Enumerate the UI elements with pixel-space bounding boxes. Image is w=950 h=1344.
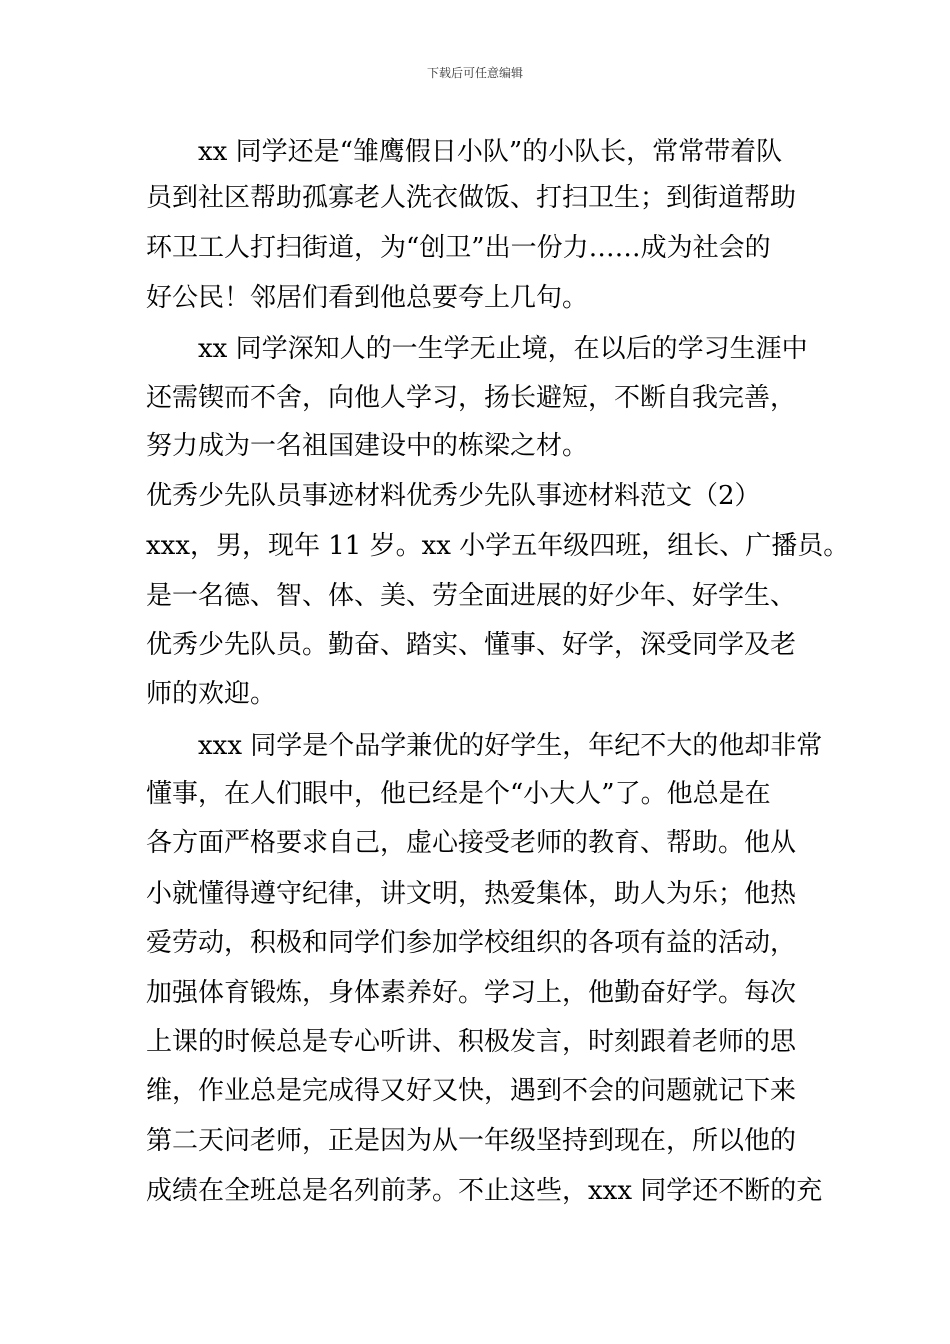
section-title: 优秀少先队员事迹材料优秀少先队事迹材料范文（2） bbox=[146, 481, 761, 511]
text-line: 爱劳动，积极和同学们参加学校组织的各项有益的活动， bbox=[146, 928, 797, 958]
text-line: 成绩在全班总是名列前茅。不止这些，xxx 同学还不断的充 bbox=[146, 1176, 823, 1206]
text-line: xxx，男，现年 11 岁。xx 小学五年级四班，组长、广播员。 bbox=[146, 531, 850, 561]
text-line: 师的欢迎。 bbox=[146, 679, 277, 709]
text-line: 各方面严格要求自己，虚心接受老师的教育、帮助。他从 bbox=[146, 828, 797, 858]
text-line: xxx 同学是个品学兼优的好学生，年纪不大的他却非常 bbox=[198, 731, 823, 761]
text-line: 好公民！邻居们看到他总要夸上几句。 bbox=[146, 283, 589, 313]
text-line: 维，作业总是完成得又好又快，遇到不会的问题就记下来 bbox=[146, 1076, 797, 1106]
text-line: 小就懂得遵守纪律，讲文明，热爱集体，助人为乐；他热 bbox=[146, 879, 797, 909]
text-line: 努力成为一名祖国建设中的栋梁之材。 bbox=[146, 431, 589, 461]
text-line: xx 同学还是“雏鹰假日小队”的小队长，常常带着队 bbox=[198, 137, 783, 167]
text-line: 员到社区帮助孤寡老人洗衣做饭、打扫卫生；到街道帮助 bbox=[146, 183, 797, 213]
text-line: xx 同学深知人的一生学无止境，在以后的学习生涯中 bbox=[198, 334, 808, 364]
text-line: 懂事，在人们眼中，他已经是个“小大人”了。他总是在 bbox=[146, 779, 771, 809]
text-line: 上课的时候总是专心听讲、积极发言，时刻跟着老师的思 bbox=[146, 1027, 797, 1057]
text-line: 第二天问老师，正是因为从一年级坚持到现在，所以他的 bbox=[146, 1126, 797, 1156]
text-line: 加强体育锻炼，身体素养好。学习上，他勤奋好学。每次 bbox=[146, 978, 797, 1008]
text-line: 优秀少先队员。勤奋、踏实、懂事、好学，深受同学及老 bbox=[146, 630, 797, 660]
text-line: 环卫工人打扫街道，为“创卫”出一份力……成为社会的 bbox=[146, 233, 771, 263]
text-line: 还需锲而不舍，向他人学习，扬长避短，不断自我完善， bbox=[146, 383, 797, 413]
text-line: 是一名德、智、体、美、劳全面进展的好少年、好学生、 bbox=[146, 581, 797, 611]
page-header: 下载后可任意编辑 bbox=[426, 66, 523, 80]
